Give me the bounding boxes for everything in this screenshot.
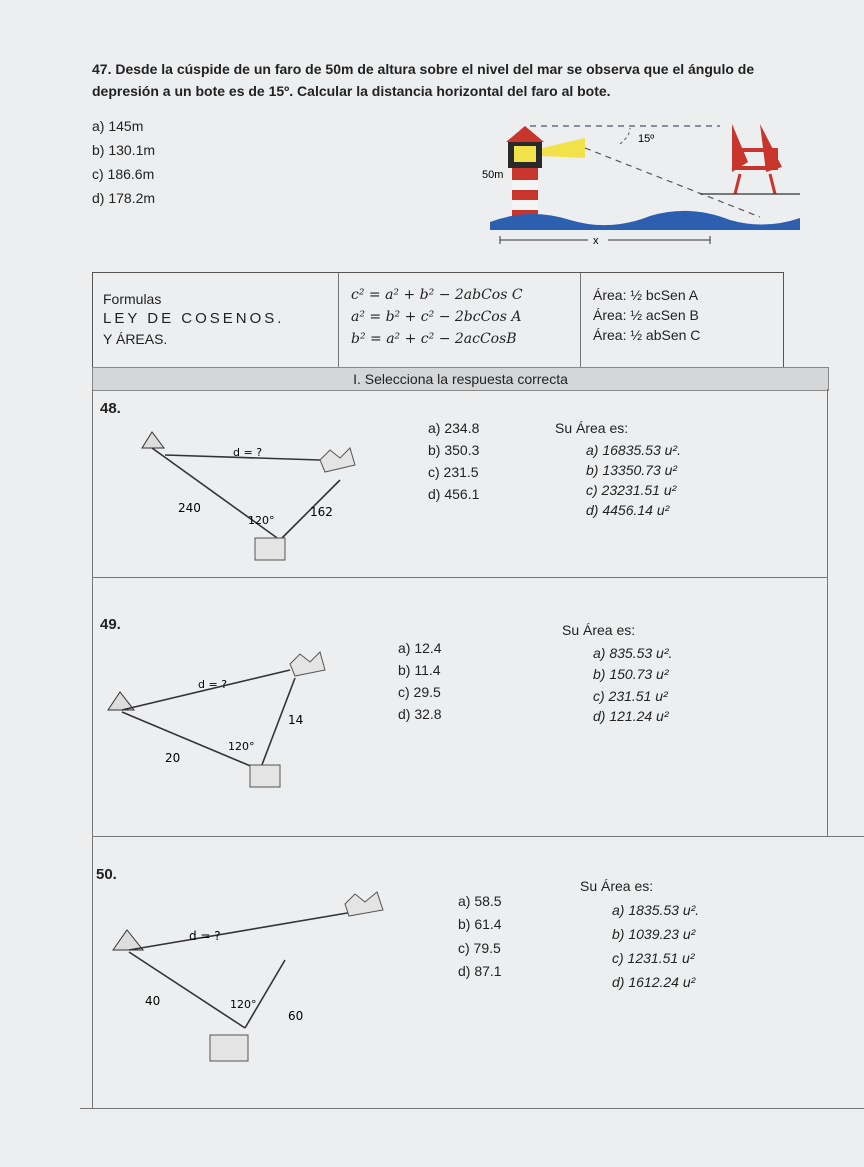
formulas-box [92,272,784,369]
problem-50-number: 50. [96,866,117,883]
cosine-law-c: c² = a² + b² − 2abCos C [351,287,523,303]
area-formula-a: Área: ½ bcSen A [593,287,699,303]
lighthouse-diagram [470,112,810,262]
q48-option-a: a) 234.8 [428,420,480,436]
q50-side2-label: 60 [288,1009,304,1023]
q49-option-a: a) 12.4 [398,640,442,656]
q49-side1-label: 20 [165,751,181,765]
q49-option-b: b) 11.4 [398,662,441,678]
q49-side2-label: 14 [288,713,304,727]
q49-area-a: a) 835.53 u². [593,645,673,661]
q50-area-title: Su Área es: [580,878,654,894]
q48-area-title: Su Área es: [555,420,629,436]
q48-side1-label: 240 [178,501,201,515]
law-of-cosines-label: LEY DE COSENOS. [103,310,285,327]
problem-49-number: 49. [100,616,121,633]
q49-area-b: b) 150.73 u² [593,666,669,682]
lighthouse-icon [506,126,585,222]
q49-area-d: d) 121.24 u² [593,708,669,724]
q50-option-a: a) 58.5 [458,893,502,909]
areas-label: Y ÁREAS. [103,331,168,347]
q50-area-b: b) 1039.23 u² [612,926,696,942]
q50-area-c: c) 1231.51 u² [612,950,695,966]
q48-angle-label: 120° [248,514,275,527]
q47-option-b: b) 130.1m [92,142,156,158]
q50-side1-label: 40 [145,994,161,1008]
q49-area-title: Su Área es: [562,622,636,638]
problem-48-triangle [130,420,380,580]
q47-option-a: a) 145m [92,118,144,134]
q50-angle-label: 120° [230,998,257,1011]
q49-option-d: d) 32.8 [398,706,442,722]
lighthouse-height-label: 50m [482,169,504,181]
q50-option-c: c) 79.5 [458,940,501,956]
area-formula-b: Área: ½ acSen B [593,307,699,323]
q50-area-a: a) 1835.53 u². [612,902,700,918]
q48-option-c: c) 231.5 [428,464,479,480]
cosine-law-b: b² = a² + c² − 2acCosB [351,331,517,347]
lighthouse-angle-label: 15º [638,133,655,145]
problem-50-triangle [105,890,405,1080]
q50-option-d: d) 87.1 [458,963,502,979]
q50-area-d: d) 1612.24 u² [612,974,696,990]
q50-distance-label: d = ? [189,929,221,943]
problem-48-number: 48. [100,400,121,417]
q49-option-c: c) 29.5 [398,684,441,700]
problem-47-statement [92,58,812,102]
problem-47-line2: depresión a un bote es de 15º. Calcular la distancia horizontal del faro al bote. [92,83,611,99]
q48-option-b: b) 350.3 [428,442,480,458]
problem-47-line1: 47. Desde la cúspide de un faro de 50m de altura sobre el nivel del mar se observa que el ángulo de [92,61,755,77]
q49-distance-label: d = ? [198,678,228,691]
section-title: I. Selecciona la respuesta correcta [92,367,829,391]
horizontal-distance-label: x [593,235,599,247]
q50-option-b: b) 61.4 [458,916,502,932]
q49-area-c: c) 231.51 u² [593,688,668,704]
boat-icon [732,124,782,194]
q48-area-b: b) 13350.73 u² [586,462,678,478]
q48-distance-label: d = ? [233,446,263,459]
q48-area-d: d) 4456.14 u² [586,502,670,518]
q48-area-a: a) 16835.53 u². [586,442,681,458]
q47-option-d: d) 178.2m [92,190,156,206]
cosine-law-a: a² = b² + c² − 2bcCos A [351,309,522,325]
formulas-label: Formulas [103,291,162,307]
problem-49-triangle [100,640,350,810]
q48-area-c: c) 23231.51 u² [586,482,677,498]
q48-side2-label: 162 [310,505,333,519]
area-formula-c: Área: ½ abSen C [593,327,701,343]
q47-option-c: c) 186.6m [92,166,155,182]
q48-option-d: d) 456.1 [428,486,480,502]
q49-angle-label: 120° [228,740,255,753]
